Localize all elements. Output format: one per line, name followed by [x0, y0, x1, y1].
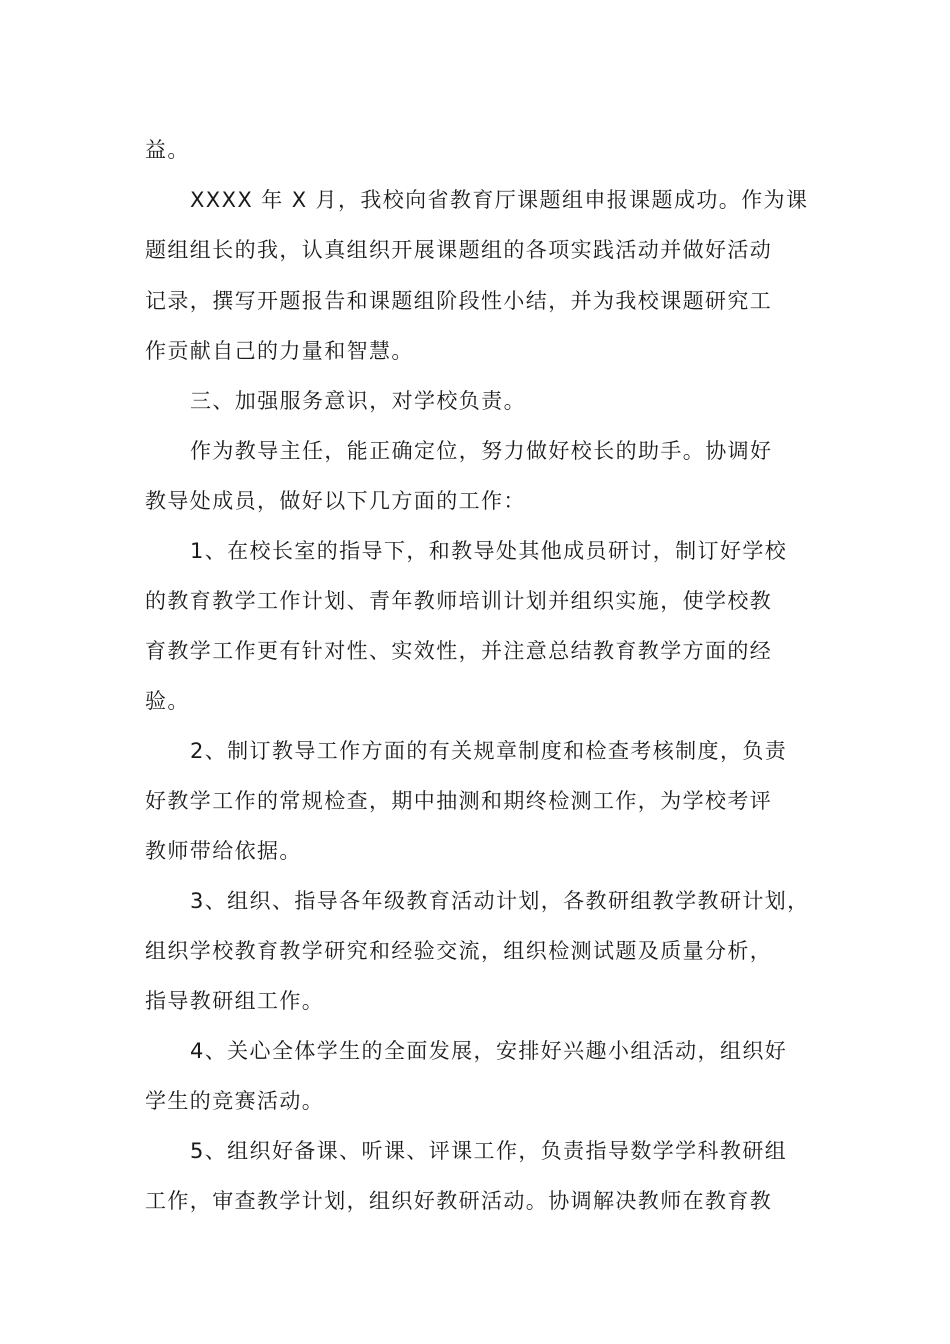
text-line: 组织学校教育教学研究和经验交流，组织检测试题及质量分析，: [145, 939, 773, 963]
list-item-line: 1、在校长室的指导下，和教导处其他成员研讨，制订好学校: [190, 539, 788, 563]
list-item-line: 2、制订教导工作方面的有关规章制度和检查考核制度，负责: [190, 739, 788, 763]
text-line: 作为教导主任，能正确定位，努力做好校长的助手。协调好: [190, 439, 773, 463]
text-line: 作贡献自己的力量和智慧。: [145, 339, 414, 363]
list-item-line: 3、组织、指导各年级教育活动计划，各教研组教学教研计划，: [190, 889, 810, 913]
text-line: XXXX 年 X 月，我校向省教育厅课题组申报课题成功。作为课: [190, 188, 809, 212]
text-line: 指导教研组工作。: [145, 989, 325, 1013]
text-line: 好教学工作的常规检查，期中抽测和期终检测工作，为学校考评: [145, 789, 773, 813]
text-line: 育教学工作更有针对性、实效性，并注意总结教育教学方面的经: [145, 639, 773, 663]
section-heading: 三、加强服务意识，对学校负责。: [190, 389, 526, 413]
text-line: 题组组长的我，认真组织开展课题组的各项实践活动并做好活动: [145, 238, 773, 262]
text-line: 学生的竞赛活动。: [145, 1089, 325, 1113]
list-item-line: 5、组织好备课、听课、评课工作，负责指导数学学科教研组: [190, 1139, 788, 1163]
text-line: 工作，审查教学计划，组织好教研活动。协调解决教师在教育教: [145, 1189, 773, 1213]
text-line: 益。: [145, 138, 190, 162]
text-line: 验。: [145, 689, 190, 713]
list-item-line: 4、关心全体学生的全面发展，安排好兴趣小组活动，组织好: [190, 1039, 788, 1063]
text-line: 的教育教学工作计划、青年教师培训计划并组织实施，使学校教: [145, 589, 773, 613]
text-line: 记录，撰写开题报告和课题组阶段性小结，并为我校课题研究工: [145, 289, 773, 313]
text-line: 教导处成员，做好以下几方面的工作：: [145, 489, 526, 513]
text-line: 教师带给依据。: [145, 839, 302, 863]
